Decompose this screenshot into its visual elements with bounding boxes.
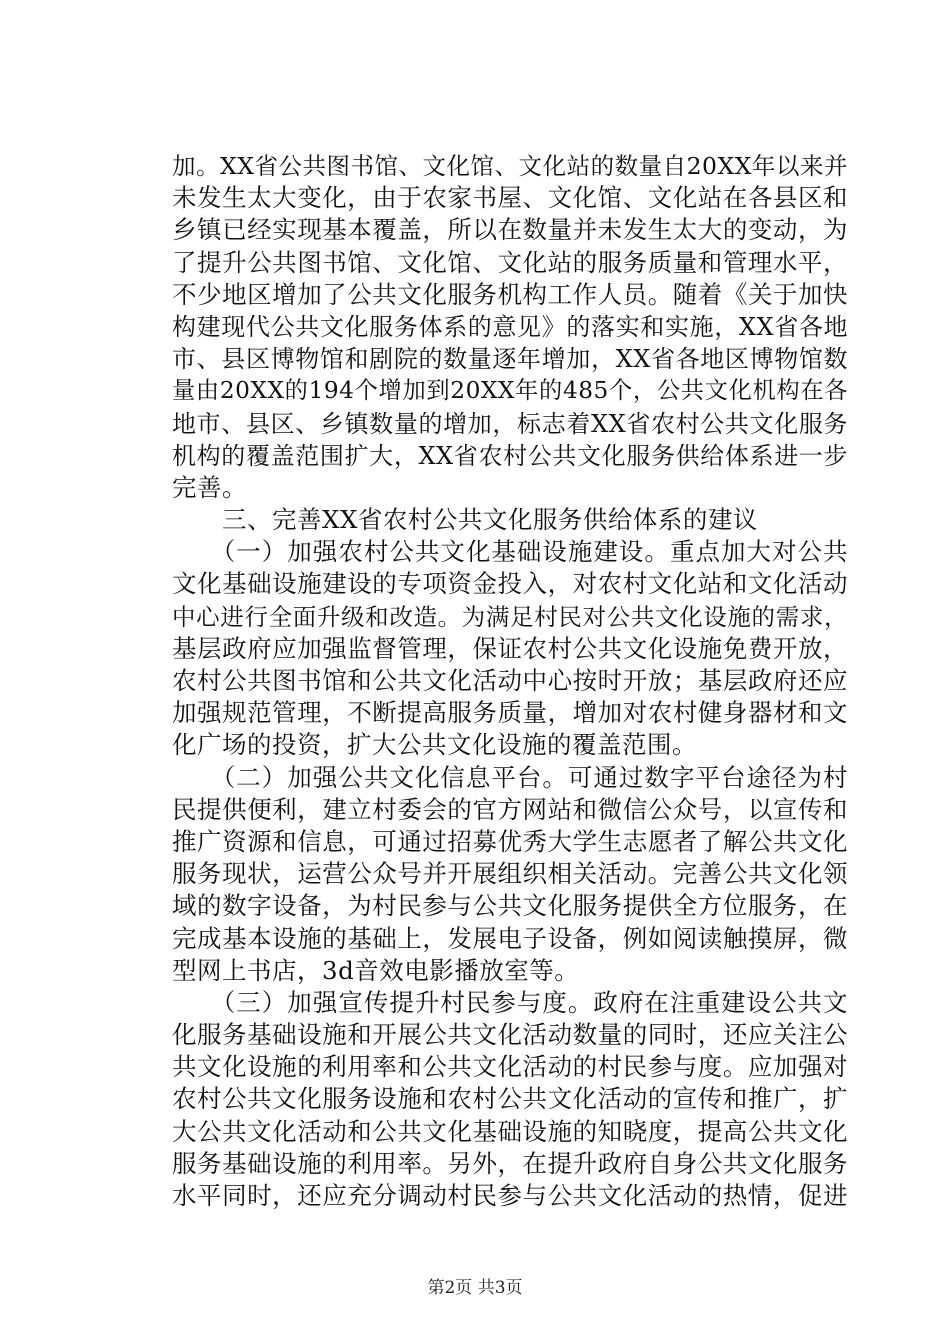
text-line: 市、县区博物馆和剧院的数量逐年增加，XX省各地区博物馆数	[172, 345, 848, 374]
text-line: 不少地区增加了公共文化服务机构工作人员。随着《关于加快	[172, 279, 848, 309]
text-line: 水平同时，还应充分调动村民参与公共文化活动的热情，促进	[172, 1181, 848, 1210]
document-body	[172, 150, 848, 1212]
text-line: 服务现状，运营公众号并开展组织相关活动。完善公共文化领	[172, 859, 848, 889]
page-number-footer: 第2页 共3页	[427, 1278, 523, 1298]
text-line: 服务基础设施的利用率。另外，在提升政府自身公共文化服务	[172, 1148, 848, 1178]
text-line: 机构的覆盖范围扩大，XX省农村公共文化服务供给体系进一步	[172, 441, 848, 470]
text-line: 型网上书店，3d音效电影播放室等。	[172, 955, 580, 985]
text-line: 民提供便利，建立村委会的官方网站和微信公众号，以宣传和	[172, 794, 848, 824]
text-line: 加。XX省公共图书馆、文化馆、文化站的数量自20XX年以来并	[172, 152, 848, 180]
text-line: 乡镇已经实现基本覆盖，所以在数量并未发生太大的变动，为	[172, 215, 848, 245]
text-line: 量由20XX的194个增加到20XX年的485个，公共文化机构在各	[172, 377, 848, 405]
text-line: 中心进行全面升级和改造。为满足村民对公共文化设施的需求，	[172, 602, 848, 631]
text-line: 域的数字设备，为村民参与公共文化服务提供全方位服务，在	[172, 891, 848, 921]
text-line: 化服务基础设施和开展公共文化活动数量的同时，还应关注公	[172, 1020, 848, 1050]
text-line: 大公共文化活动和公共文化基础设施的知晓度，提高公共文化	[172, 1116, 848, 1146]
text-line: （二）加强公共文化信息平台。可通过数字平台途径为村	[172, 762, 848, 792]
text-line: 完善。	[172, 472, 247, 502]
text-line: （三）加强宣传提升村民参与度。政府在注重建设公共文	[172, 987, 848, 1017]
text-line: 农村公共文化服务设施和农村公共文化活动的宣传和推广，扩	[172, 1084, 848, 1114]
text-line: 地市、县区、乡镇数量的增加，标志着XX省农村公共文化服务	[172, 409, 848, 438]
text-line: 了提升公共图书馆、文化馆、文化站的服务质量和管理水平，	[172, 247, 848, 277]
text-line: 文化基础设施建设的专项资金投入，对农村文化站和文化活动	[172, 569, 848, 599]
text-line: 共文化设施的利用率和公共文化活动的村民参与度。应加强对	[172, 1052, 848, 1082]
text-line: 化广场的投资，扩大公共文化设施的覆盖范围。	[172, 730, 697, 760]
text-line: 基层政府应加强监督管理，保证农村公共文化设施免费开放，	[172, 633, 848, 663]
text-line: 完成基本设施的基础上，发展电子设备，例如阅读触摸屏，微	[172, 923, 848, 953]
text-line: 未发生太大变化，由于农家书屋、文化馆、文化站在各县区和	[172, 183, 848, 213]
text-line: 农村公共图书馆和公共文化活动中心按时开放；基层政府还应	[172, 666, 848, 695]
text-line: 构建现代公共文化服务体系的意见》的落实和实施，XX省各地	[172, 312, 848, 341]
text-line: 推广资源和信息，可通过招募优秀大学生志愿者了解公共文化	[172, 826, 848, 856]
section-heading: 三、完善XX省农村公共文化服务供给体系的建议	[172, 505, 758, 535]
text-line: 加强规范管理，不断提高服务质量，增加对农村健身器材和文	[172, 698, 848, 728]
text-line: （一）加强农村公共文化基础设施建设。重点加大对公共	[172, 537, 848, 567]
